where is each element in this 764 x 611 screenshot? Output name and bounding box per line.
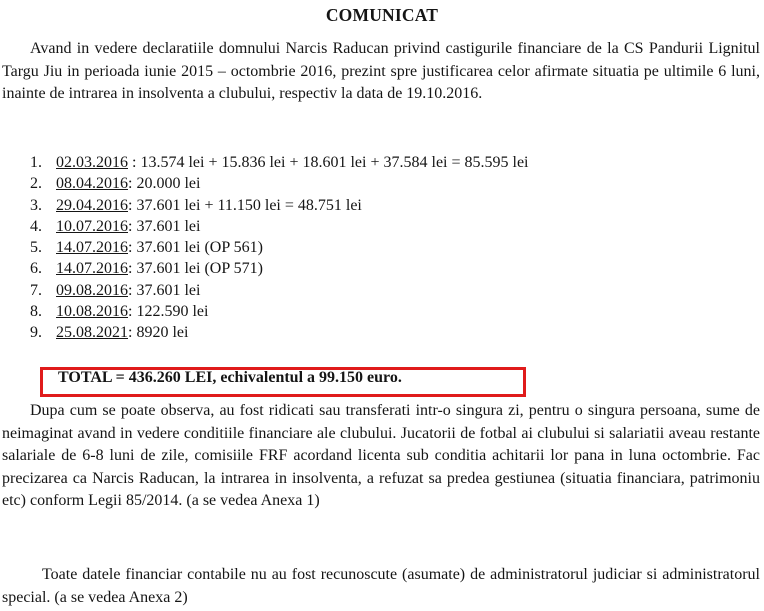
item-detail: : 37.601 lei (OP 571) [128, 260, 263, 278]
item-date: 25.08.2021 [56, 324, 128, 342]
total-line: TOTAL = 436.260 LEI, echivalentul a 99.150 euro. [58, 369, 402, 386]
item-number: 1. [30, 154, 42, 171]
item-detail: : 122.590 lei [128, 303, 209, 321]
list-item [30, 280, 529, 301]
item-date: 08.04.2016 [56, 175, 128, 193]
payments-list [30, 152, 529, 344]
list-item [30, 237, 529, 258]
list-item [30, 216, 529, 237]
item-detail: : 13.574 lei + 15.836 lei + 18.601 lei + 37.584 lei = 85.595 lei [128, 154, 529, 171]
document-title: COMUNICAT [325, 5, 439, 25]
intro-paragraph: Avand in vedere declaratiile domnului Narcis Raducan privind castigurile financiare de la CS Pandurii Lignitul Targu Jiu in perioada iunie 2015 – octombrie 2016, prezint spre justificarea celor afirmate situatia pe ultimile 6 luni, inainte de intrarea in insolventa a clubului, respectiv la data de 19.10.2016. [2, 40, 760, 103]
item-number: 2. [30, 175, 42, 193]
item-number: 5. [30, 239, 42, 257]
item-number: 8. [30, 303, 42, 321]
item-detail: : 37.601 lei [128, 281, 201, 299]
list-item [30, 322, 529, 343]
item-date: 02.03.2016 [56, 154, 128, 171]
list-item [30, 195, 529, 216]
list-item [30, 301, 529, 322]
item-date: 09.08.2016 [56, 281, 128, 299]
item-date: 14.07.2016 [56, 260, 128, 278]
item-detail: : 37.601 lei (OP 561) [128, 239, 263, 257]
list-item [30, 258, 529, 279]
item-date: 14.07.2016 [56, 239, 128, 257]
closing-paragraph: Toate datele financiar contabile nu au fost recunoscute (asumate) de administratorul judiciar si administratorul special. (a se vedea Anexa 2) [2, 566, 760, 606]
item-date: 29.04.2016 [56, 196, 128, 214]
list-item [30, 152, 529, 173]
item-date: 10.08.2016 [56, 303, 128, 321]
item-number: 7. [30, 281, 42, 299]
item-date: 10.07.2016 [56, 217, 128, 235]
item-number: 4. [30, 217, 42, 235]
list-item [30, 173, 529, 194]
item-number: 3. [30, 196, 42, 214]
explanation-paragraph: Dupa cum se poate observa, au fost ridicati sau transferati intr-o singura zi, pentru o singura persoana, sume de neimaginat avand in vedere conditiile financiare ale clubului. Jucatorii de fotbal ai clubului si salariatii aveau restante salariale de 6-8 luni de zile, comisiile FRF acordand licenta sub conditia achitarii lor pana in luna octombrie. Fac precizarea ca Narcis Raducan, la intrarea in insolventa, a refuzat sa predea gestiunea (situatia financiara, patrimoniu etc) conform Legii 85/2014. (a se vedea Anexa 1) [2, 402, 760, 510]
item-detail: : 8920 lei [128, 324, 189, 342]
item-detail: : 37.601 lei [128, 217, 201, 235]
item-number: 9. [30, 324, 42, 342]
item-number: 6. [30, 260, 42, 278]
item-detail: : 37.601 lei + 11.150 lei = 48.751 lei [128, 196, 362, 214]
item-detail: : 20.000 lei [128, 175, 201, 193]
